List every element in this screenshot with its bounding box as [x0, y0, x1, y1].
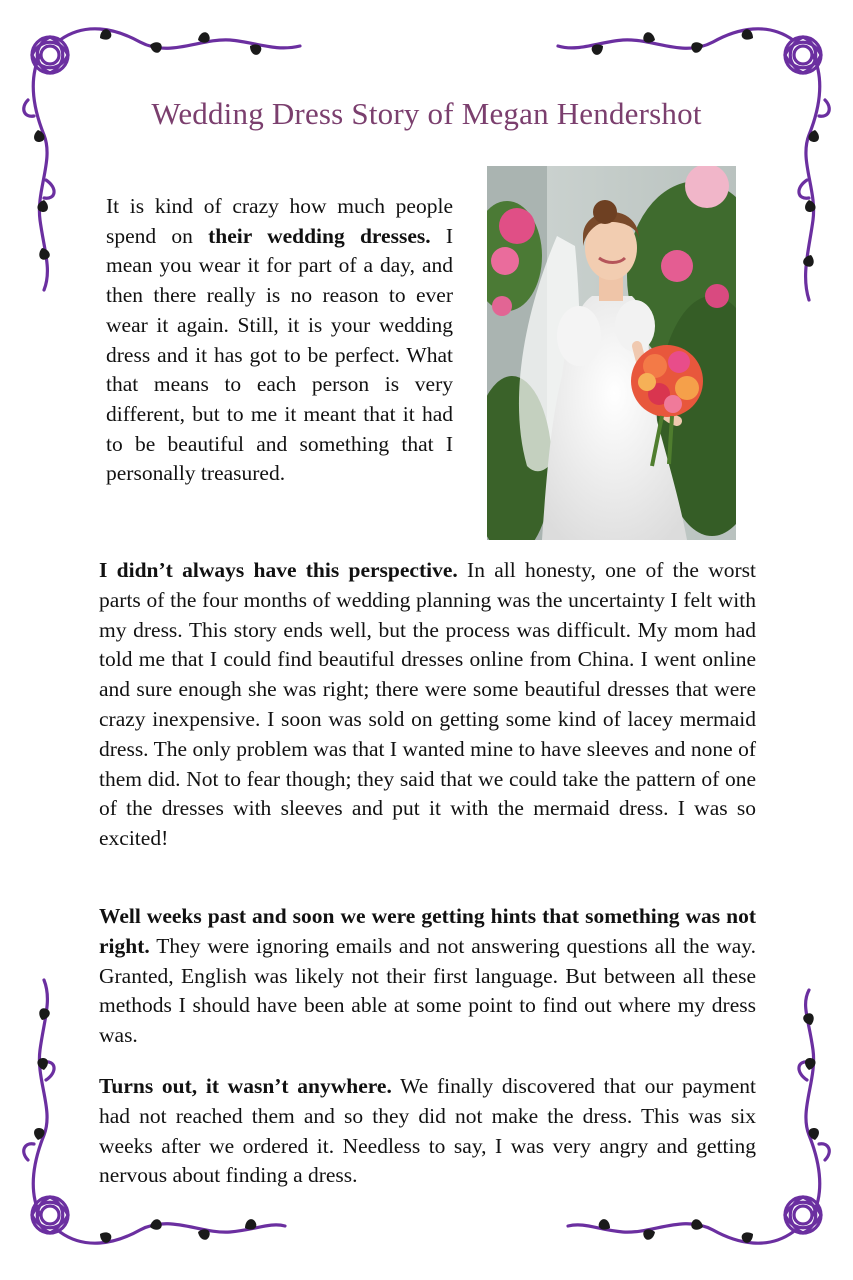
intro-lead-text: It is kind of crazy how much people spend on: [106, 194, 453, 248]
paragraph-weeks-past: [99, 902, 756, 1051]
paragraph-perspective-bold: I didn’t always have this perspective.: [99, 558, 458, 582]
paragraph-turns-out: [99, 1072, 756, 1191]
bride-with-bouquet-photo-icon: [487, 166, 736, 540]
page-title: Wedding Dress Story of Megan Hendershot: [151, 96, 702, 131]
bride-photo: [487, 166, 736, 540]
paragraph-turns-out-bold: Turns out, it wasn’t anywhere.: [99, 1074, 392, 1098]
intro-bold-text: their wedding dresses.: [208, 223, 431, 248]
paragraph-perspective-text: In all honesty, one of the worst parts of the four months of wedding planning was the uncertainty I felt with my dress. This story ends well, but the process was difficult. My mom had told me that I could find beautiful dresses online from China. I went online and sure enough she was right; there were some beautiful dresses that were crazy inexpensive. I soon was sold on getting some kind of lacey mermaid dress. The only problem was that I wanted mine to have sleeves and none of them did. Not to fear though; they said that we could take the pattern of one of the dresses with sleeves and put it with the mermaid dress. I was so excited!: [99, 558, 756, 851]
intro-paragraph: [106, 192, 453, 489]
paragraph-perspective: [99, 556, 756, 854]
paragraph-turns-out-text: We finally discovered that our payment had not reached them and so they did not make the dress. This was six weeks after we ordered it. Needless to say, I was very angry and getting nervous about finding a dress.: [99, 1074, 756, 1188]
paragraph-weeks-past-bold: Well weeks past and soon we were getting hints that something was not right.: [99, 904, 756, 958]
paragraph-weeks-past-text: They were ignoring emails and not answering questions all the way. Granted, English was likely not their first language. But between all these methods I should have been able at some point to find out where my dress was.: [99, 933, 756, 1048]
intro-rest-text: I mean you wear it for part of a day, and then there really is no reason to ever wear it again. Still, it is your wedding dress and it has got to be perfect. What that means to each person is very different, but to me it meant that it had to be beautiful and something that I personally treasured.: [106, 223, 453, 486]
